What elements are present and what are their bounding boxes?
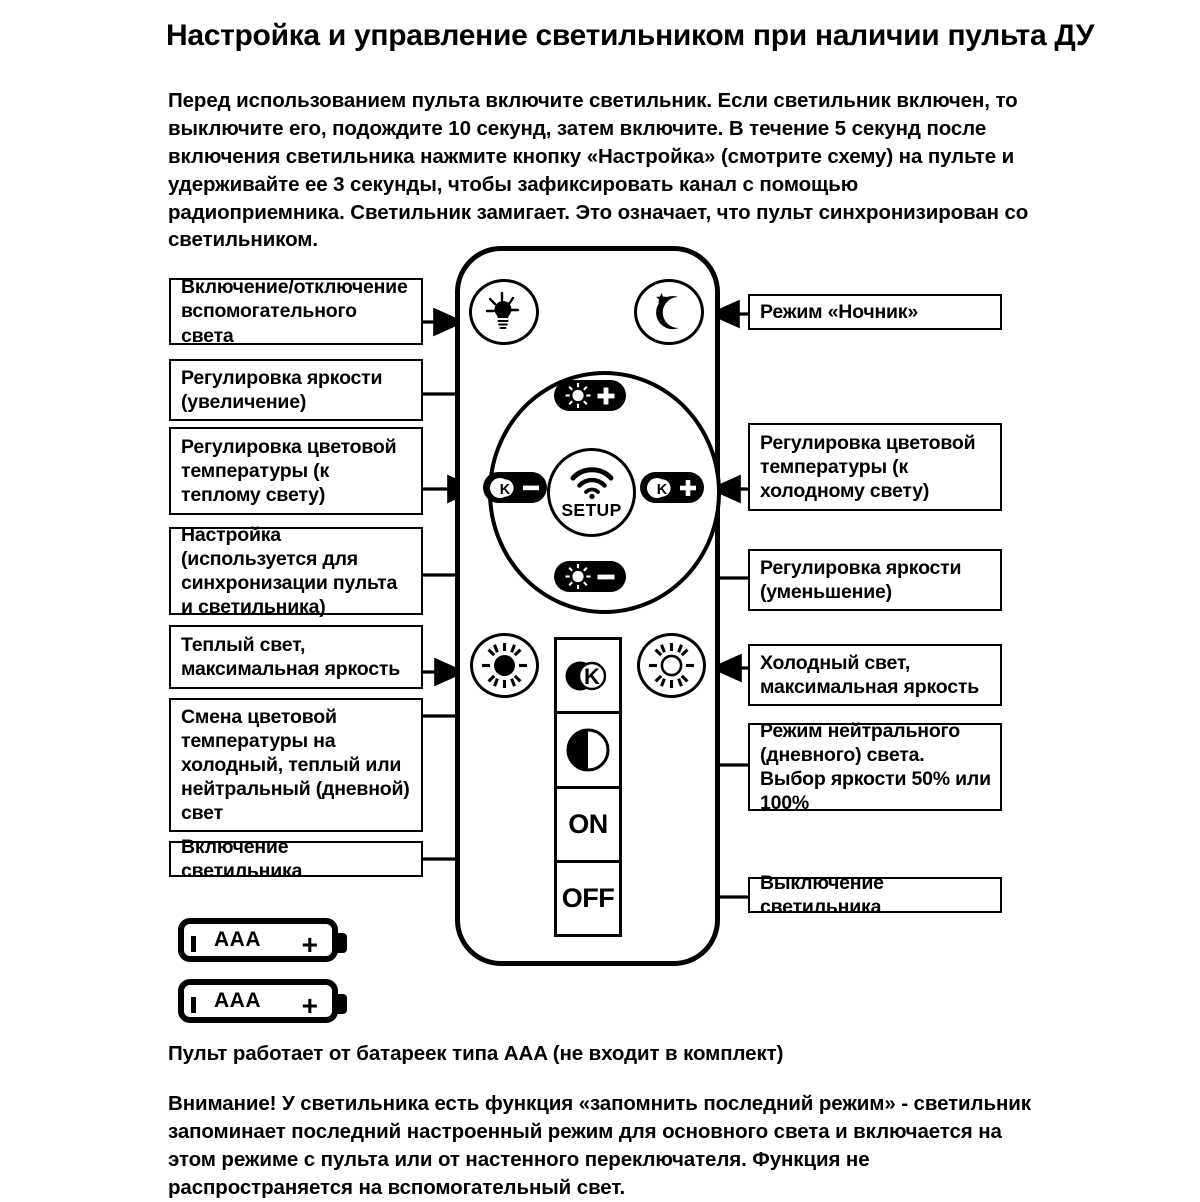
callout-temp-cold-label: Регулировка цветовой температуры (к холодному свету) — [760, 431, 976, 503]
battery-label: AAA — [214, 989, 261, 1012]
button-neutral-mode[interactable] — [557, 711, 619, 785]
button-power-on[interactable] — [557, 786, 619, 860]
battery-cap — [334, 933, 347, 953]
svg-text:K: K — [584, 663, 600, 689]
attention-note: Внимание! У светильника есть функция «запомнить последний режим» - светильник запоминает последний настроенный режим для основного света и включается на этом режиме с пульта или от настенного переключателя. Функция не распространяется на вспомогательный свет. — [168, 1092, 1031, 1199]
button-setup[interactable] — [547, 448, 636, 537]
callout-brightness-up-label: Регулировка яркости (увеличение) — [181, 366, 383, 413]
callout-lamp-on-label: Включение светильника — [181, 835, 303, 882]
callout-change-temp — [169, 698, 423, 832]
callout-brightness-up — [169, 359, 423, 421]
moon-kelvin-icon — [561, 654, 615, 698]
button-warm-max[interactable] — [470, 633, 539, 698]
callout-setup — [169, 523, 423, 619]
callout-temp-cold — [748, 423, 1002, 511]
callout-change-temp-label: Смена цветовой температуры на холодный, теплый или нейтральный (дневной) свет — [181, 705, 410, 825]
callout-lamp-off — [748, 871, 1002, 918]
button-brightness-up[interactable] — [554, 380, 626, 411]
svg-text:K: K — [499, 481, 511, 498]
kelvin-cold-icon — [646, 475, 676, 501]
kelvin-warm-icon — [489, 475, 519, 501]
callout-neutral-mode-label: Режим нейтрального (дневного) света. Выбор яркости 50% или 100% — [760, 719, 991, 815]
callout-brightness-down — [748, 549, 1002, 611]
moon-star-icon — [645, 289, 693, 335]
off-label: OFF — [561, 882, 615, 913]
sun-icon — [563, 563, 593, 590]
button-night-mode[interactable] — [634, 279, 704, 345]
callout-night-mode-label: Режим «Ночник» — [760, 300, 919, 323]
plus-icon — [678, 478, 698, 498]
button-cold-max[interactable] — [637, 633, 706, 698]
callout-temp-warm-label: Регулировка цветовой температуры (к теплому свету) — [181, 435, 397, 507]
half-circle-contrast-icon — [564, 726, 612, 774]
callout-aux-light-label: Включение/отключение вспомогательного света — [181, 276, 408, 347]
on-label: ON — [568, 808, 608, 839]
callout-cold-max — [748, 644, 1002, 706]
button-temp-colder[interactable] — [640, 472, 704, 503]
callout-lamp-on — [169, 835, 423, 882]
callout-temp-warm — [169, 427, 423, 515]
battery-minus-terminal — [191, 936, 196, 952]
battery-plus-sign: + — [301, 929, 318, 960]
battery-minus-terminal — [191, 997, 196, 1013]
button-brightness-down[interactable] — [554, 561, 626, 592]
page-title: Настройка и управление светильником при наличии пульта ДУ — [166, 19, 1095, 52]
setup-label: SETUP — [561, 499, 622, 520]
plus-icon — [595, 385, 617, 407]
wifi-signal-icon — [567, 465, 617, 499]
intro-paragraph: Перед использованием пульта включите светильник. Если светильник включен, то выключите его, подождите 10 секунд, затем включите. В течение 5 секунд после включения светильника нажмите кнопку «Настройка» (смотрите схему) на пульте и удерживайте ее 3 секунды, чтобы зафиксировать канал с помощью радиоприемника. Светильник замигает. Это означает, что пульт синхронизирован со светильником. — [168, 89, 1029, 252]
callout-brightness-down-label: Регулировка яркости (уменьшение) — [760, 556, 962, 603]
svg-text:K: K — [656, 481, 668, 498]
callout-neutral-mode — [748, 719, 1002, 815]
battery-cap — [334, 994, 347, 1014]
battery-aaa-2 — [178, 979, 338, 1023]
callout-warm-max-label: Теплый свет, максимальная яркость — [181, 633, 400, 680]
battery-label: AAA — [214, 928, 261, 951]
callout-cold-max-label: Холодный свет, максимальная яркость — [760, 651, 979, 698]
button-power-off[interactable] — [557, 860, 619, 934]
sun-icon — [563, 382, 593, 409]
callout-night-mode — [748, 294, 1002, 330]
battery-plus-sign: + — [301, 990, 318, 1021]
callout-lamp-off-label: Выключение светильника — [760, 871, 884, 918]
minus-icon — [521, 478, 541, 498]
sun-filled-icon — [473, 636, 536, 695]
light-bulb-icon — [481, 290, 527, 334]
button-aux-light[interactable] — [469, 279, 539, 345]
callout-aux-light — [169, 278, 423, 345]
battery-note: Пульт работает от батареек типа AAA (не входит в комплект) — [168, 1042, 784, 1065]
button-temp-warmer[interactable] — [483, 472, 547, 503]
callout-setup-label: Настройка (используется для синхронизации пульта и светильника) — [181, 523, 398, 619]
sun-hollow-icon — [640, 636, 703, 695]
button-change-color-temp[interactable] — [557, 640, 619, 711]
battery-aaa-1 — [178, 918, 338, 962]
button-column — [554, 637, 622, 937]
callout-warm-max — [169, 625, 423, 689]
minus-icon — [595, 566, 617, 588]
